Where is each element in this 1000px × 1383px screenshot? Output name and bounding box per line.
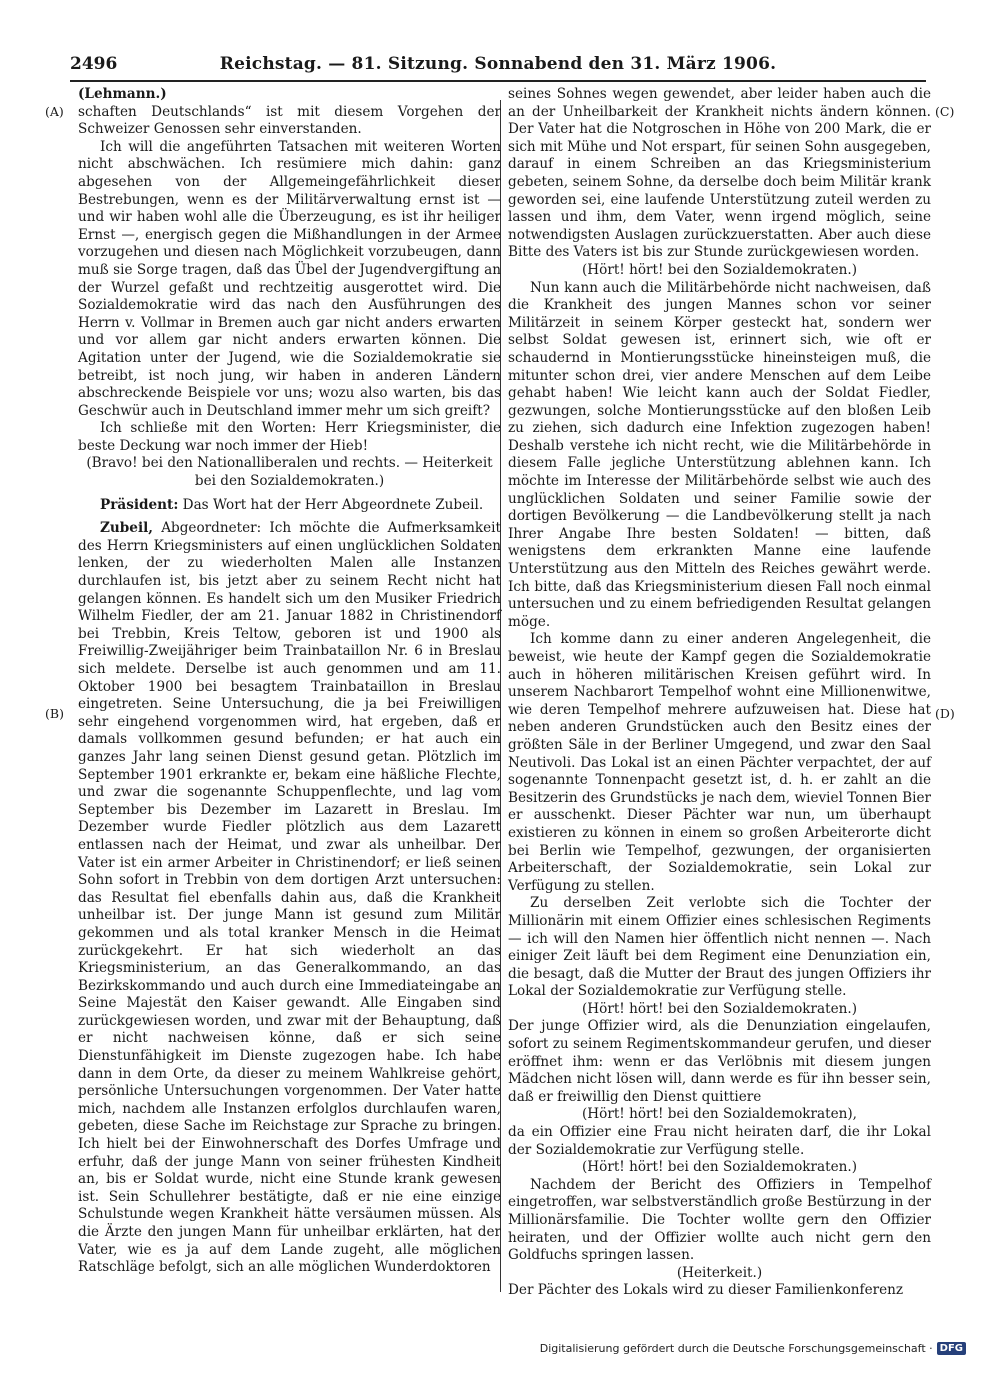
- paragraph: da ein Offizier eine Frau nicht heiraten darf, die ihr Lokal der Sozialdemokratie zur Verfügung stelle.: [508, 1124, 931, 1158]
- margin-mark-a: (A): [45, 104, 64, 119]
- paragraph: Ich schließe mit den Worten: Herr Kriegsminister, die beste Deckung war noch immer der Hieb!: [78, 420, 501, 454]
- footer-text: Digitalisierung gefördert durch die Deutsche Forschungsgemeinschaft ·: [539, 1342, 933, 1355]
- right-column: [508, 86, 931, 1300]
- paragraph: Ich komme dann zu einer anderen Angelegenheit, die beweist, wie heute der Kampf gegen die Sozialdemokratie auch in höheren militärischen Kreisen geführt wird. In unserem Nachbarort Tempelhof wohnt eine Millionenwitwe, wie deren Tempelhof mehrere aufzuweisen hat. Diese hat neben anderen Grundstücken auch den Besitz eines der größten Säle in der Berliner Umgegend, und zwar den Saal Neutivoli. Das Lokal ist an einen Pächter verpachtet, der auf sogenannte Tonnenpacht gesetzt ist, d. h. er zahlt an die Besitzerin des Grundstücks je nach dem, wieviel Tonnen Bier er ausschenkt. Dieser Pächter war nun, um überhaupt existieren zu können in einem so großen Arbeiterorte dicht bei Berlin wie Tempelhof, gezwungen, der organisierten Arbeiterschaft, der Sozialdemokratie, sein Lokal zur Verfügung zu stellen.: [508, 631, 931, 894]
- speech-text: Abgeordneter: Ich möchte die Aufmerksamkeit des Herrn Kriegsministers auf einen unglücklichen Soldaten lenken, der zu wiederholten Malen alle Instanzen durchlaufen ist, bis jetzt aber zu seinem Recht nicht hat gelangen können. Es handelt sich um den Musiker Friedrich Wilhelm Fiedler, der am 21. Januar 1882 in Christinendorf bei Trebbin, Kreis Teltow, geboren ist und 1900 als Freiwillig-Zweijähriger beim Trainbataillon Nr. 6 in Breslau sich meldete. Derselbe ist auch genommen und am 11. Oktober 1900 bei besagtem Trainbataillon in Breslau eingetreten. Seine Untersuchung, die ja bei Freiwilligen sehr eingehend vorgenommen wird, hat ergeben, daß er damals vollkommen gesund befunden; er hat auch ein ganzes Jahr lang seinen Dienst gesund getan. Plötzlich im September 1901 erkrankte er, bekam eine häßliche Flechte, und zwar die sogenannte Schuppenflechte, und lag vom September bis Dezember im Lazarett in Breslau. Im Dezember wurde Fiedler plötzlich aus dem Lazarett entlassen nach der Heimat, und zwar als unheilbar. Der Vater ist ein armer Arbeiter in Christinendorf; er ließ seinen Sohn sofort in Trebbin von dem dortigen Arzt untersuchen: das Resultat fiel ebenfalls dahin aus, daß die Krankheit unheilbar ist. Der junge Mann ist gesund zum Militär gekommen und als total kranker Mensch in die Heimat zurückgekehrt. Er hat sich wiederholt an das Kriegsministerium, an das Generalkommando, an das Bezirkskommando und auch durch eine Immediateingabe an Seine Majestät den Kaiser gewandt. Alle Eingaben sind zurückgewiesen worden, und zwar mit der Behauptung, daß er nicht nachweisen könne, daß er sich seine Dienstunfähigkeit im Dienste zugezogen habe. Ich habe dann in dem Orte, da dieser zu meinem Wahlkreise gehört, persönliche Untersuchungen vorgenommen. Der Vater hatte mich, nachdem alle Instanzen erfolglos durchlaufen waren, gebeten, diese Sache im Reichstage zur Sprache zu bringen. Ich hielt bei der Einwohnerschaft des Dorfes Umfrage und erfuhr, daß der junge Mann von seiner frühesten Kindheit an, bis er Soldat wurde, nicht eine Stunde krank gewesen ist. Sein Schullehrer bestätigte, daß er nie eine einzige Schulstunde wegen Krankheit hätte versäumen müssen. Als die Ärzte den jungen Mann für unheilbar erklärten, hat der Vater, wie es ja auf dem Lande zugeht, alle möglichen Ratschläge befolgt, sich an alle möglichen Wunderdoktoren: [78, 520, 501, 1276]
- reaction: (Bravo! bei den Nationalliberalen und rechts. — Heiterkeit bei den Sozialdemokraten.): [86, 455, 493, 490]
- paragraph: Nachdem der Bericht des Offiziers in Tempelhof eingetroffen, war selbstverständlich große Bestürzung in der Millionärsfamilie. Die Tochter wollte gern den Offizier heiraten, und der Offizier wollte auch nicht gern den Goldfuchs springen lassen.: [508, 1176, 931, 1264]
- running-title: Reichstag. — 81. Sitzung. Sonnabend den 31. März 1906.: [219, 54, 777, 74]
- paragraph: Ich will die angeführten Tatsachen mit weiteren Worten nicht abschwächen. Ich resümiere mich dahin: ganz abgesehen von der Allgemeingefährlichkeit dieser Bestrebungen, wenn es der Militärverwaltung ernst ist — und wir haben wohl alle die Überzeugung, es ist ihr heiliger Ernst —, energisch gegen die Mißhandlungen in der Armee vorzugehen und diesen nach Möglichkeit vorzubeugen, dann muß sie Sorge tragen, daß das Übel der Jugendvergiftung an der Wurzel gefaßt und rechtzeitig ausgerottet wird. Die Sozialdemokratie wird das nach den Ausführungen des Herrn v. Vollmar in Bremen auch gar nicht anders erwarten und vor allem gar nicht anders erwarten können. Die Agitation unter der Jugend, wie die Sozialdemokratie sie betreibt, ist noch jung, wir haben in anderen Ländern abschreckende Beispiele vor uns; wozu also warten, bis das Geschwür auch in Deutschland immer mehr um sich greift?: [78, 138, 501, 419]
- paragraph: Nun kann auch die Militärbehörde nicht nachweisen, daß die Krankheit des jungen Mannes schon vor seiner Militärzeit in seinem Körper gesteckt hat, sondern wer selbst Soldat gewesen ist, erinnert sich, wie oft er schaudernd in Montierungsstücke hineinsteigen muß, die mitunter schon drei, vier andere Menschen auf dem Leibe gehabt haben! Wie leicht kann auch der Soldat Fiedler, gezwungen, solche Montierungsstücke auf den bloßen Leib zu ziehen, sich dadurch eine Infektion zugezogen haben! Deshalb verstehe ich nicht recht, wie die Militärbehörde in diesem Falle jegliche Unterstützung ablehnen kann. Ich möchte im Interesse der Militärbehörde selbst wie auch des unglücklichen Soldaten und seiner Familie sowie der dortigen Bevölkerung — die Landbevölkerung stellt ja nach Ihrer Angabe Ihre besten Soldaten! — bitten, daß wenigstens dem erkrankten Manne eine laufende Unterstützung aus den Mitteln des Reiches gewährt werde. Ich bitte, daß das Kriegsministerium diesen Fall noch einmal untersuchen und zu einem befriedigenden Resultat gelangen möge.: [508, 279, 931, 630]
- reaction: (Hört! hört! bei den Sozialdemokraten.): [581, 1000, 857, 1017]
- reaction: (Hört! hört! bei den Sozialdemokraten.): [581, 1159, 857, 1176]
- president-paragraph: [78, 497, 501, 515]
- speaker-continuation: (Lehmann.): [78, 86, 167, 102]
- reaction: (Hört! hört! bei den Sozialdemokraten),: [581, 1106, 857, 1123]
- speaker-name: Zubeil,: [100, 520, 154, 537]
- margin-mark-b: (B): [45, 706, 64, 721]
- speech-text: Das Wort hat der Herr Abgeordnete Zubeil.: [182, 496, 484, 513]
- page-number: 2496: [70, 54, 118, 74]
- dfg-logo-icon: DFG: [937, 1342, 966, 1355]
- speaker-name: Präsident:: [100, 496, 179, 513]
- margin-mark-d: (D): [935, 706, 955, 721]
- paragraph: Zu derselben Zeit verlobte sich die Tochter der Millionärin mit einem Offizier eines schlesischen Regiments — ich will den Namen hier öffentlich nicht nennen —. Nach einiger Zeit läuft bei dem Regiment eine Denunziation ein, die besagt, daß die Mutter der Braut des jungen Offiziers ihr Lokal der Sozialdemokratie zur Verfügung stelle.: [508, 895, 931, 1000]
- footer: [540, 1342, 966, 1355]
- reaction: (Heiterkeit.): [676, 1264, 763, 1281]
- paragraph: seines Sohnes wegen gewendet, aber leider haben auch die an der Unheilbarkeit der Krankheit nichts ändern können. Der Vater hat die Notgroschen in Höhe von 200 Mark, die er sich mit Mühe und Not erspart, für seinen Sohn ausgegeben, darauf in einem Schreiben an das Kriegsministerium gebeten, seinem Sohne, da derselbe doch beim Militär krank geworden sei, eine laufende Unterstützung zuteil werden zu lassen und ihm, dem Vater, wenn irgend möglich, seine notwendigsten Auslagen zurückzuerstatten. Aber auch diese Bitte des Vaters ist bis zur Stunde zurückgewiesen worden.: [508, 86, 931, 261]
- page-header: [70, 54, 926, 82]
- zubeil-paragraph: [78, 520, 501, 1277]
- left-column: [78, 86, 501, 1277]
- paragraph: Der junge Offizier wird, als die Denunziation eingelaufen, sofort zu seinem Regimentskommandeur gerufen, und dieser eröffnet ihm: wenn er das Verlöbnis mit diesem jungen Mädchen nicht lösen will, dann werde es für ihn besser sein, daß er freiwillig den Dienst quittiere: [508, 1018, 931, 1105]
- paragraph: Der Pächter des Lokals wird zu dieser Familienkonferenz: [508, 1282, 904, 1299]
- margin-mark-c: (C): [935, 104, 955, 119]
- paragraph: schaften Deutschlands“ ist mit diesem Vorgehen der Schweizer Genossen sehr einverstanden.: [78, 103, 501, 138]
- reaction: (Hört! hört! bei den Sozialdemokraten.): [581, 261, 857, 278]
